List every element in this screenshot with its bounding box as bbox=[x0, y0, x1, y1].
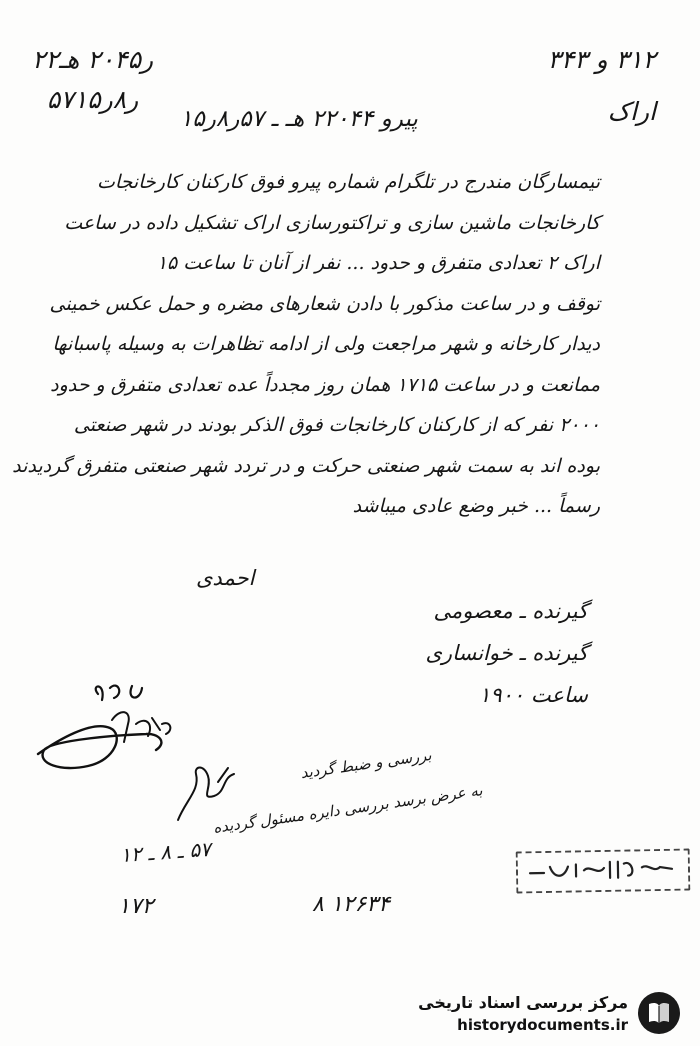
initials-scribble bbox=[170, 760, 250, 830]
reference-right bbox=[547, 34, 656, 138]
watermark-title: مرکز بررسی اسناد تاریخی bbox=[418, 992, 628, 1012]
reference-codes: ۳۱۲ و ۳۴۳ bbox=[547, 45, 656, 74]
bottom-number-middle: ۱۲۶۳۴ ۸ bbox=[312, 892, 390, 917]
receiver-line: گیرنده ـ خوانساری bbox=[425, 641, 588, 665]
body-line: رسماً ... خبر وضع عادی میباشد bbox=[352, 495, 600, 517]
receiver-line: گیرنده ـ معصومی bbox=[433, 599, 588, 623]
receivers-block bbox=[425, 590, 588, 716]
receiver-line: ساعت ۱۹۰۰ bbox=[479, 683, 588, 707]
signer-name: احمدی bbox=[196, 566, 255, 590]
letter-heading: پیرو ۲۲۰۴۴ هـ ـ ۵۷ر۸ر۱۵ bbox=[180, 106, 418, 132]
reference-number: ۲۲ر۲۰۴۵ هـ bbox=[32, 45, 154, 74]
city-name: اراک bbox=[607, 97, 656, 126]
body-line: تیمسارگان مندرج در تلگرام شماره پیرو فوق کارکنان کارخانجات bbox=[96, 171, 600, 193]
reference-date: ۵۷ر۸ر۱۵ bbox=[46, 85, 139, 114]
bottom-date: ۵۷ ـ ۸ ـ ۱۲ bbox=[119, 836, 212, 868]
body-line: اراک ۲ تعدادی متفرق و حدود ... نفر از آنان تا ساعت ۱۵ bbox=[156, 252, 600, 274]
body-line: کارخانجات ماشین سازی و تراکتورسازی اراک تشکیل داده در ساعت bbox=[64, 211, 600, 234]
book-pages-logo-icon bbox=[636, 990, 682, 1036]
watermark-url: historydocuments.ir bbox=[457, 1015, 628, 1034]
watermark-logo bbox=[418, 990, 682, 1036]
letter-body bbox=[12, 162, 600, 527]
body-line: دیدار کارخانه و شهر مراجعت ولی از ادامه تظاهرات به وسیله پاسبانها bbox=[52, 333, 600, 355]
body-line: بوده اند به سمت شهر صنعتی حرکت و در تردد شهر صنعتی متفرق گردیدند bbox=[12, 454, 600, 477]
reference-number-left bbox=[32, 40, 153, 120]
margin-note: به عرض برسد بررسی دایره مسئول گردیده bbox=[212, 781, 484, 837]
body-line: توقف و در ساعت مذکور با دادن شعارهای مضره و حمل عکس خمینی bbox=[49, 292, 600, 315]
stamp-mark bbox=[524, 857, 680, 884]
archive-stamp bbox=[516, 848, 691, 893]
watermark-text bbox=[418, 993, 628, 1034]
handwritten-signature bbox=[28, 680, 178, 790]
body-line: ۲۰۰۰ نفر که از کارکنان کارخانجات فوق الذکر بودند در شهر صنعتی bbox=[73, 414, 600, 436]
bottom-number-left: ۱۷۲ bbox=[118, 894, 154, 919]
body-line: ممانعت و در ساعت ۱۷۱۵ همان روز مجدداً عده تعدادی متفرق و حدود bbox=[50, 373, 600, 396]
margin-note: بررسی و ضبط گردید bbox=[299, 745, 433, 783]
